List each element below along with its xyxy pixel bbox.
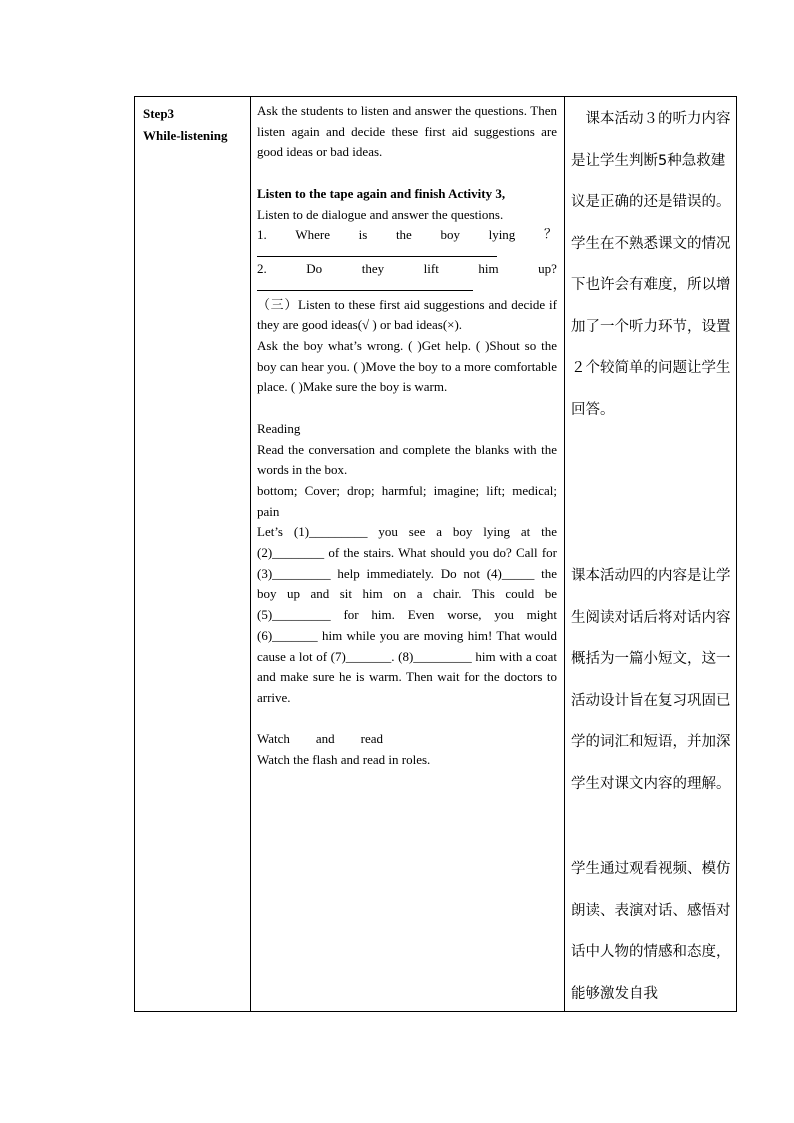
part3-items: Ask the boy what’s wrong. ( )Get help. ( )Shout so the boy can hear you. ( )Move the boy to a more comfortable place. ( )Make sure the boy is warm. xyxy=(257,338,557,395)
column-divider-1 xyxy=(250,97,251,1011)
watch-instruction: Watch the flash and read in roles. xyxy=(257,752,431,768)
word-box: bottom; Cover; drop; harmful; imagine; lift; medical; pain xyxy=(257,482,557,519)
activity-cell xyxy=(257,101,557,771)
reading-heading: Reading xyxy=(257,420,301,436)
step-label-cell xyxy=(143,103,247,147)
design-note-2: 课本活动四的内容是让学生阅读对话后将对话内容概括为一篇小短文，这一活动设计旨在复习巩固已学的词汇和短语，并加深学生对课文内容的理解。 xyxy=(571,568,731,792)
column-divider-2 xyxy=(564,97,565,1011)
reading-instruction: Read the conversation and complete the blanks with the words in the box. xyxy=(257,441,557,478)
question-2: 2. Do they lift him up? xyxy=(257,260,557,276)
step-label: Step3 xyxy=(143,106,175,121)
stage-label: While-listening xyxy=(143,128,228,143)
lesson-table xyxy=(134,96,737,1012)
listen-heading: Listen to the tape again and finish Activity 3, xyxy=(257,185,506,201)
answer-line-1 xyxy=(257,246,497,257)
reading-passage: Let’s (1)_________ you see a boy lying at the (2)________ of the stairs. What should you do? Call for (3)_________ help immediately. Do not (4)_____ the boy up and sit him on a chair. This could be (5)_________ for him. Even worse, you might (6)_______ him while you are moving him! That would cause a lot of (7)_______. (8)_________ him with a coat and make sure he is warm. Then wait for the doctors to arrive. xyxy=(257,524,557,705)
listen-instruction: Listen to de dialogue and answer the questions. xyxy=(257,206,504,222)
answer-line-2 xyxy=(257,280,473,291)
question-1: 1. Where is the boy lying ？ xyxy=(257,227,557,243)
part3-instruction: （三）Listen to these first aid suggestions and decide if they are good ideas(√ ) or bad ideas(×). xyxy=(257,296,557,333)
design-note-1: 课本活动３的听力内容是让学生判断5种急救建议是正确的还是错误的。学生在不熟悉课文的情况下也许会有难度，所以增加了一个听力环节，设置２个较简单的问题让学生回答。 xyxy=(571,111,731,418)
watch-heading: Watch and read xyxy=(257,731,384,747)
activity-intro: Ask the students to listen and answer the questions. Then listen again and decide these first aid suggestions are good ideas or bad ideas. xyxy=(257,103,557,160)
design-note-3: 学生通过观看视频、模仿朗读、表演对话、感悟对话中人物的情感和态度，能够激发自我 xyxy=(571,861,731,1002)
